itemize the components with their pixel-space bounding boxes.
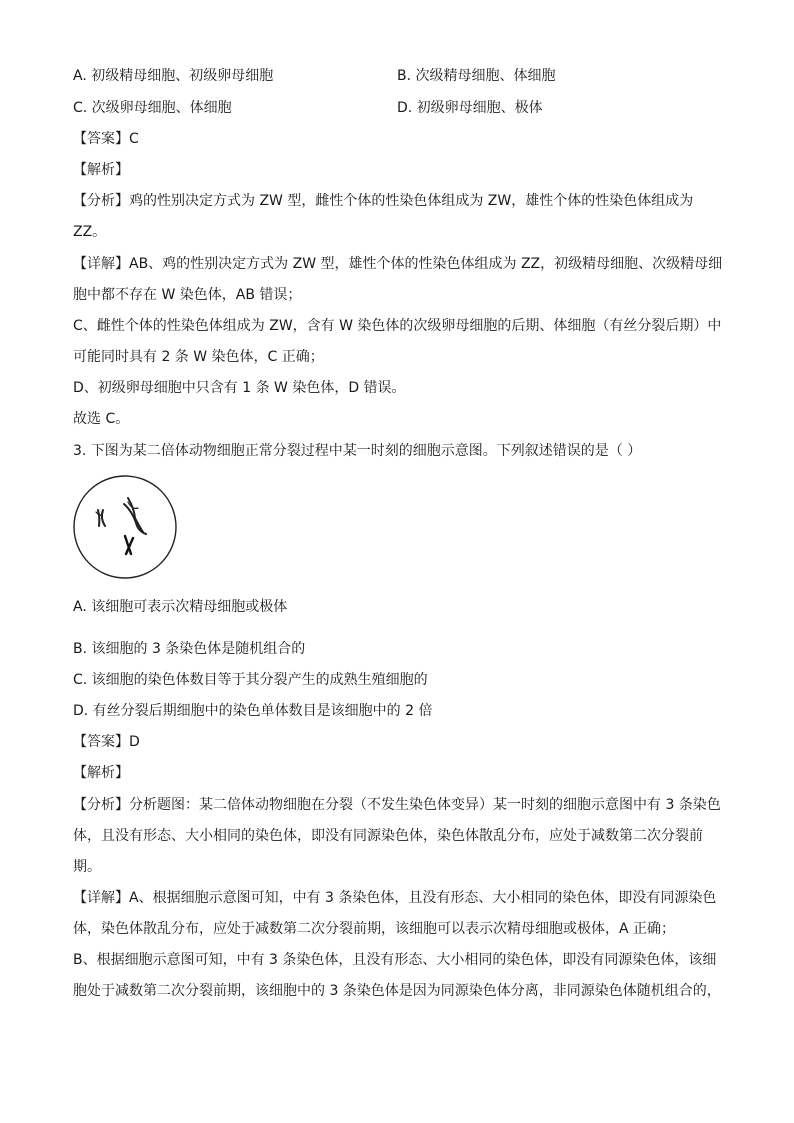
answer-q2: 【答案】C <box>73 131 139 147</box>
question-3-stem: 3. 下图为某二倍体动物细胞正常分裂过程中某一时刻的细胞示意图。下列叙述错误的是（ ） <box>73 443 642 459</box>
detail-q2-line-2: 胞中都不存在 W 染色体，AB 错误； <box>73 287 302 303</box>
detail-q2-line-6: 故选 C。 <box>73 411 130 427</box>
detail-q2-line-3: C、雌性个体的性染色体组成为 ZW，含有 W 染色体的次级卵母细胞的后期、体细胞（有丝分裂后期）中 <box>73 318 722 334</box>
option-d-q2: D. 初级卵母细胞、极体 <box>397 100 543 116</box>
detail-q2-line-1: 【详解】AB、鸡的性别决定方式为 ZW 型，雄性个体的性染色体组成为 ZZ，初级精母细胞、次级精母细 <box>73 256 723 272</box>
answer-q3: 【答案】D <box>73 734 140 750</box>
option-a-q3: A. 该细胞可表示次精母细胞或极体 <box>73 599 288 615</box>
detail-q2-line-5: D、初级卵母细胞中只含有 1 条 W 染色体，D 错误。 <box>73 380 406 396</box>
chromosome-1 <box>96 510 105 526</box>
option-a-q2: A. 初级精母细胞、初级卵母细胞 <box>73 68 274 84</box>
cell-membrane <box>74 476 176 578</box>
detail-q2-line-4: 可能同时具有 2 条 W 染色体，C 正确； <box>73 349 324 365</box>
analysis-q3-line-1: 【分析】分析题图：某二倍体动物细胞在分裂（不发生染色体变异）某一时刻的细胞示意图中有 3 条染色 <box>73 797 721 813</box>
chromosome-2 <box>124 498 146 534</box>
chromosome-3 <box>125 536 133 554</box>
analysis-heading-q3: 【解析】 <box>73 765 129 781</box>
option-b-q3: B. 该细胞的 3 条染色体是随机组合的 <box>73 641 306 657</box>
cell-diagram <box>72 474 178 580</box>
option-b-q2: B. 次级精母细胞、体细胞 <box>397 68 556 84</box>
analysis-q3-line-2: 体，且没有形态、大小相同的染色体，即没有同源染色体，染色体散乱分布，应处于减数第二次分裂前 <box>73 828 703 844</box>
analysis-q2-line-1: 【分析】鸡的性别决定方式为 ZW 型，雌性个体的性染色体组成为 ZW，雄性个体的性染色体组成为 <box>73 193 694 209</box>
detail-q3-line-1: 【详解】A、根据细胞示意图可知，中有 3 条染色体，且没有形态、大小相同的染色体，即没有同源染色 <box>73 890 717 906</box>
analysis-q3-line-3: 期。 <box>73 859 101 875</box>
detail-q3-line-2: 体，染色体散乱分布，应处于减数第二次分裂前期，该细胞可以表示次精母细胞或极体，A 正确； <box>73 921 676 937</box>
option-d-q3: D. 有丝分裂后期细胞中的染色单体数目是该细胞中的 2 倍 <box>73 703 433 719</box>
analysis-q2-line-2: ZZ。 <box>73 224 107 240</box>
analysis-heading-q2: 【解析】 <box>73 162 129 178</box>
detail-q3-line-4: 胞处于减数第二次分裂前期，该细胞中的 3 条染色体是因为同源染色体分离，非同源染色体随机组合的， <box>73 983 721 999</box>
detail-q3-line-3: B、根据细胞示意图可知，中有 3 条染色体，且没有形态、大小相同的染色体，即没有同源染色体，该细 <box>73 952 717 968</box>
cell-diagram-svg <box>72 474 178 580</box>
option-c-q2: C. 次级卵母细胞、体细胞 <box>73 100 232 116</box>
option-c-q3: C. 该细胞的染色体数目等于其分裂产生的成熟生殖细胞的 <box>73 672 428 688</box>
